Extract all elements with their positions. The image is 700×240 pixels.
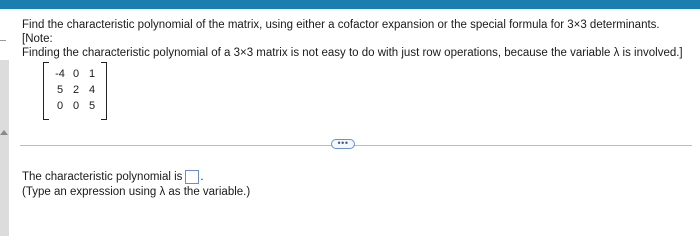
rail-tick-mark (0, 40, 6, 41)
matrix-row (52, 66, 100, 82)
left-scroll-rail[interactable] (0, 60, 9, 236)
question-text (22, 18, 692, 60)
matrix-row (52, 98, 100, 114)
top-banner (0, 0, 700, 9)
matrix-cell: 1 (88, 68, 96, 80)
matrix-cell: 5 (88, 100, 96, 112)
answer-prompt: The characteristic polynomial is (22, 171, 183, 183)
matrix-cell: 0 (72, 68, 80, 80)
matrix-cell: 0 (56, 100, 64, 112)
question-line-1: Find the characteristic polynomial of the matrix, using either a cofactor expansion or the special formula for 3×3 determinants. [Note: (22, 19, 660, 45)
answer-line (22, 170, 204, 184)
collapse-arrow-icon[interactable] (0, 130, 8, 135)
section-divider (20, 145, 692, 146)
answer-input[interactable] (185, 170, 199, 184)
matrix-cell: 4 (88, 84, 96, 96)
matrix-left-bracket (43, 62, 49, 120)
answer-hint: (Type an expression using λ as the variable.) (22, 186, 251, 198)
show-more-button[interactable] (331, 139, 355, 149)
question-line-2: Finding the characteristic polynomial of a 3×3 matrix is not easy to do with just row operations, because the variable λ is involved.] (22, 47, 683, 59)
matrix-cell: 0 (72, 100, 80, 112)
matrix-cell: 5 (56, 84, 64, 96)
matrix (43, 62, 107, 118)
answer-period: . (200, 171, 204, 183)
matrix-grid (52, 66, 100, 114)
matrix-right-bracket (101, 62, 107, 120)
more-dots-icon: ••• (337, 137, 349, 148)
matrix-row (52, 82, 100, 98)
matrix-cell: 2 (72, 84, 80, 96)
matrix-cell: -4 (55, 68, 65, 80)
